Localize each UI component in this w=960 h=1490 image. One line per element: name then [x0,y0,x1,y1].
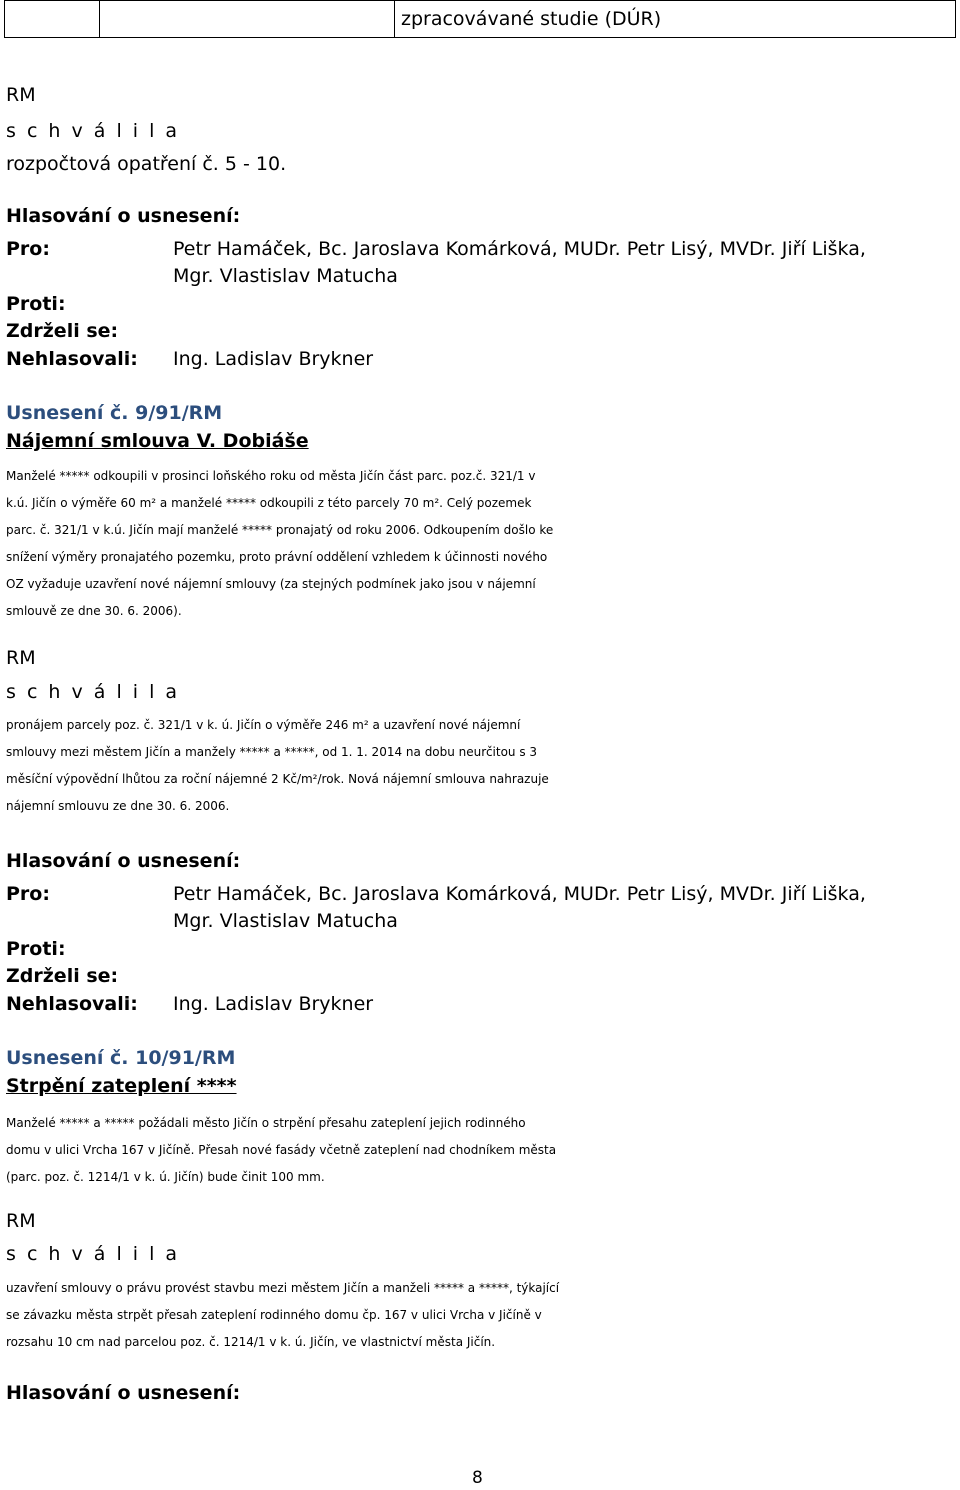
paragraph-line: OZ vyžaduje uzavření nové nájemní smlouvy (za stejných podmínek jako jsou v nájemní [6,577,536,591]
vote-pro-names-2: Mgr. Vlastislav Matucha [173,910,398,932]
vote-nehlasovali-names: Ing. Ladislav Brykner [173,993,374,1015]
paragraph-line: smlouvě ze dne 30. 6. 2006). [6,604,182,618]
paragraph-line: uzavření smlouvy o právu provést stavbu mezi městem Jičín a manželi ***** a *****, týkající [6,1281,560,1295]
resolution-title: Nájemní smlouva V. Dobiáše [6,430,309,452]
resolution-number: Usnesení č. 10/91/RM [6,1047,236,1069]
vote-heading: Hlasování o usnesení: [6,205,241,227]
vote-heading: Hlasování o usnesení: [6,850,241,872]
vote-pro-label: Pro: [6,883,50,905]
schvalila-label: s c h v á l i l a [6,1243,180,1265]
decision-paragraph [6,1275,956,1356]
rm-label: RM [6,647,36,669]
paragraph-line: Manželé ***** odkoupili v prosinci loňského roku od města Jičín část parc. poz.č. 321/1 v [6,469,536,483]
paragraph-line: domu v ulici Vrcha 167 v Jičíně. Přesah nové fasády včetně zateplení nad chodníkem města [6,1143,557,1157]
vote-pro-names-1: Petr Hamáček, Bc. Jaroslava Komárková, MUDr. Petr Lisý, MVDr. Jiří Liška, [173,238,866,260]
vote-pro-names-1: Petr Hamáček, Bc. Jaroslava Komárková, MUDr. Petr Lisý, MVDr. Jiří Liška, [173,883,866,905]
paragraph-line: k.ú. Jičín o výměře 60 m² a manželé ***** odkoupili z této parcely 70 m². Celý pozemek [6,496,532,510]
header-cell-3: zpracovávané studie (DÚR) [395,1,956,38]
resolution-number: Usnesení č. 9/91/RM [6,402,223,424]
vote-nehlasovali-label: Nehlasovali: [6,993,138,1015]
paragraph-line: se závazku města strpět přesah zateplení rodinného domu čp. 167 v ulici Vrcha v Jičíně v [6,1308,542,1322]
schvalila-label: s c h v á l i l a [6,681,180,703]
vote-pro-names-2: Mgr. Vlastislav Matucha [173,265,398,287]
paragraph-line: pronájem parcely poz. č. 321/1 v k. ú. Jičín o výměře 246 m² a uzavření nové nájemní [6,718,521,732]
paragraph-line: smlouvy mezi městem Jičín a manžely ***** a *****, od 1. 1. 2014 na dobu neurčitou s 3 [6,745,538,759]
paragraph-line: Manželé ***** a ***** požádali město Jičín o strpění přesahu zateplení jejich rodinného [6,1116,526,1130]
vote-nehlasovali-names: Ing. Ladislav Brykner [173,348,374,370]
vote-nehlasovali-label: Nehlasovali: [6,348,138,370]
header-cell-2 [100,1,395,38]
vote-zdrzeli-label: Zdrželi se: [6,965,119,987]
paragraph-line: měsíční výpovědní lhůtou za roční nájemné 2 Kč/m²/rok. Nová nájemní smlouva nahrazuje [6,772,549,786]
paragraph-line: rozsahu 10 cm nad parcelou poz. č. 1214/1 v k. ú. Jičín, ve vlastnictví města Jičín. [6,1335,496,1349]
decision-paragraph [6,712,956,820]
page-number: 8 [472,1468,483,1488]
paragraph-line: parc. č. 321/1 v k.ú. Jičín mají manželé ***** pronajatý od roku 2006. Odkoupením došlo ke [6,523,554,537]
header-table [4,0,956,38]
paragraph-line: nájemní smlouvu ze dne 30. 6. 2006. [6,799,230,813]
resolution-paragraph [6,1110,956,1191]
vote-zdrzeli-label: Zdrželi se: [6,320,119,342]
rm-label: RM [6,1210,36,1232]
header-cell-1 [5,1,100,38]
paragraph-line: (parc. poz. č. 1214/1 v k. ú. Jičín) bude činit 100 mm. [6,1170,325,1184]
vote-proti-label: Proti: [6,293,66,315]
schvalila-label: s c h v á l i l a [6,120,180,142]
rm-label: RM [6,84,36,106]
resolution-title: Strpění zateplení **** [6,1075,237,1097]
vote-pro-label: Pro: [6,238,50,260]
decision-text: rozpočtová opatření č. 5 - 10. [6,153,287,175]
vote-proti-label: Proti: [6,938,66,960]
vote-heading: Hlasování o usnesení: [6,1382,241,1404]
paragraph-line: snížení výměry pronajatého pozemku, proto právní oddělení vzhledem k účinnosti nového [6,550,548,564]
resolution-paragraph [6,463,956,625]
